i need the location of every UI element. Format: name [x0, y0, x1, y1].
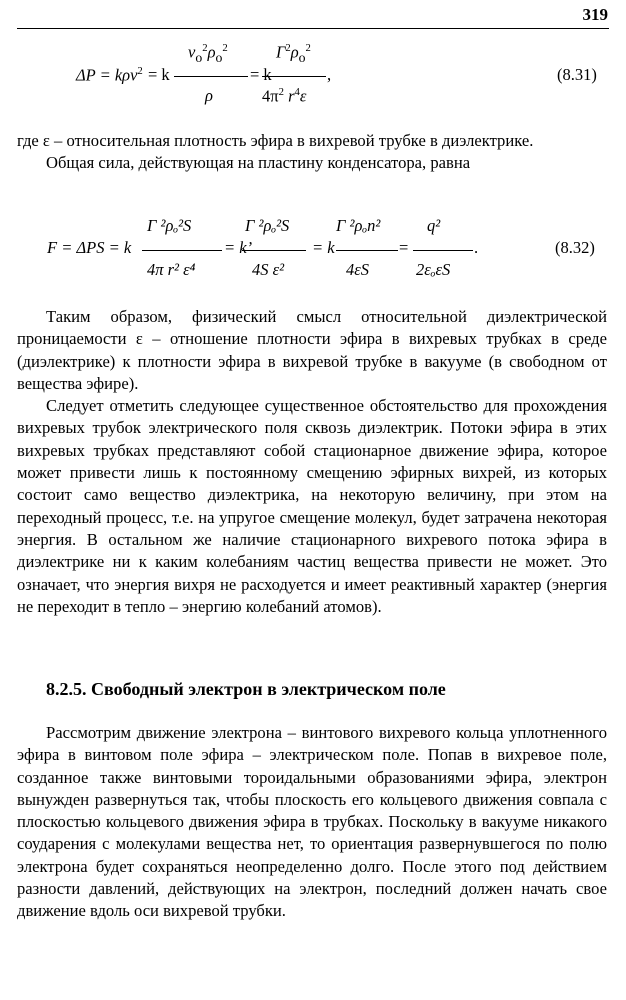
eq1-equals-1: = k — [148, 65, 170, 84]
eq2-frac1-numerator: Γ ²ρₒ²S — [147, 216, 192, 235]
eq2-fraction-bar-4 — [413, 250, 473, 251]
eq2-equals-3: = — [399, 238, 409, 257]
eq2-frac3-denominator: 4εS — [346, 260, 370, 279]
eq1-frac2-numerator: $\Gamma^2\rho_o^2$ — [276, 42, 311, 65]
eq2-number: (8.32) — [555, 238, 595, 257]
eq2-frac1-denominator: 4π r² ε⁴ — [147, 260, 196, 279]
eq2-frac3-numerator: Γ ²ρₒn² — [336, 216, 381, 235]
text-block-top — [17, 130, 607, 175]
header-rule — [17, 28, 609, 29]
eq2-tail: . — [474, 238, 479, 257]
eq1-equals-2: = k — [250, 65, 272, 84]
eq2-frac2-numerator: Γ ²ρₒ²S — [245, 216, 290, 235]
page-number: 319 — [582, 5, 608, 24]
eq2-fraction-bar-1 — [142, 250, 222, 251]
paragraph-2: Общая сила, действующая на пластину конденсатора, равна — [46, 153, 471, 173]
section-heading: 8.2.5. Свободный электрон в электрическом поле — [46, 679, 446, 699]
equation-8-32 — [0, 208, 626, 288]
eq1-frac1-denominator: ρ — [205, 86, 213, 105]
text-block-middle — [17, 306, 607, 618]
paragraph-1: где ε – относительная плотность эфира в вихревой трубке в диэлектрике. — [17, 131, 534, 150]
eq2-frac4-denominator: 2εₒεS — [416, 260, 451, 279]
paragraph-3: Таким образом, физический смысл относительной диэлектрической проницаемости ε – отношение плотности эфира в вихревых трубках в среде (диэлектрике) к плотности эфира в вихревой трубке в вакууме (в свободном от вещества эфире). — [17, 307, 607, 393]
paragraph-5: Рассмотрим движение электрона – винтового вихревого кольца уплотненного эфира в винтовом поле эфира – электрическом поле. Попав в вихревое поле, созданное также винтовыми тороидальными образованиями эфира, электрон вынужден развернуться так, чтобы плоскость его кольцевого движения совпала с плоскостью кольцевого движения эфира в трубках. Поскольку в вакууме никакого соударения с молекулами вещества нет, то ориентация развернувшегося по полю электрона будет сохраняться неопределенно долго. После этого под действием разности давлений, действующих на электрон, последний должен начать свое движение вдоль оси вихревой трубки. — [17, 723, 607, 921]
eq2-lhs: F = ΔPS = k — [47, 238, 132, 257]
eq2-frac4-numerator: q² — [427, 216, 441, 235]
eq1-fraction-bar-1 — [174, 76, 248, 77]
text-block-bottom — [17, 722, 607, 923]
paragraph-4: Следует отметить следующее существенное обстоятельство для прохождения вихревых трубок электрического поля сквозь диэлектрик. Потоки эфира в этих вихревых трубках представляют собой стационарное движение эфира, которое может привести лишь к постоянному смещению эфирных вихрей, из которых состоит само вещество диэлектрика, на некоторую величину, при этом на переходный процесс, т.е. на упругое смещение молекул, будет затрачена некоторая энергия. В остальном же наличие стационарного вихревого потока эфира в диэлектрике ни к каким колебаниям частиц вещества привести не может. Это означает, что энергия вихря не расходуется и имеет реактивный характер (энергия не переходит в тепло – энергию колебаний атомов). — [17, 396, 607, 616]
eq1-lhs-sup: 2 — [137, 65, 143, 77]
eq2-frac2-denominator: 4S ε² — [252, 260, 285, 279]
eq2-fraction-bar-2 — [242, 250, 306, 251]
eq2-fraction-bar-3 — [336, 250, 398, 251]
eq1-frac1-numerator: $v_o^2\rho_o^2$ — [188, 42, 228, 65]
eq2-equals-2: = k — [312, 238, 335, 257]
equation-8-31 — [0, 38, 626, 118]
eq1-frac2-denominator: $4\pi^2$ $r^4\varepsilon$ — [262, 86, 307, 106]
eq2-equals-1: = k’ — [224, 238, 253, 257]
eq1-tail: , — [327, 65, 332, 84]
eq1-lhs: ΔP = kρv — [76, 65, 138, 85]
eq1-number: (8.31) — [557, 65, 597, 84]
eq1-fraction-bar-2 — [262, 76, 326, 77]
